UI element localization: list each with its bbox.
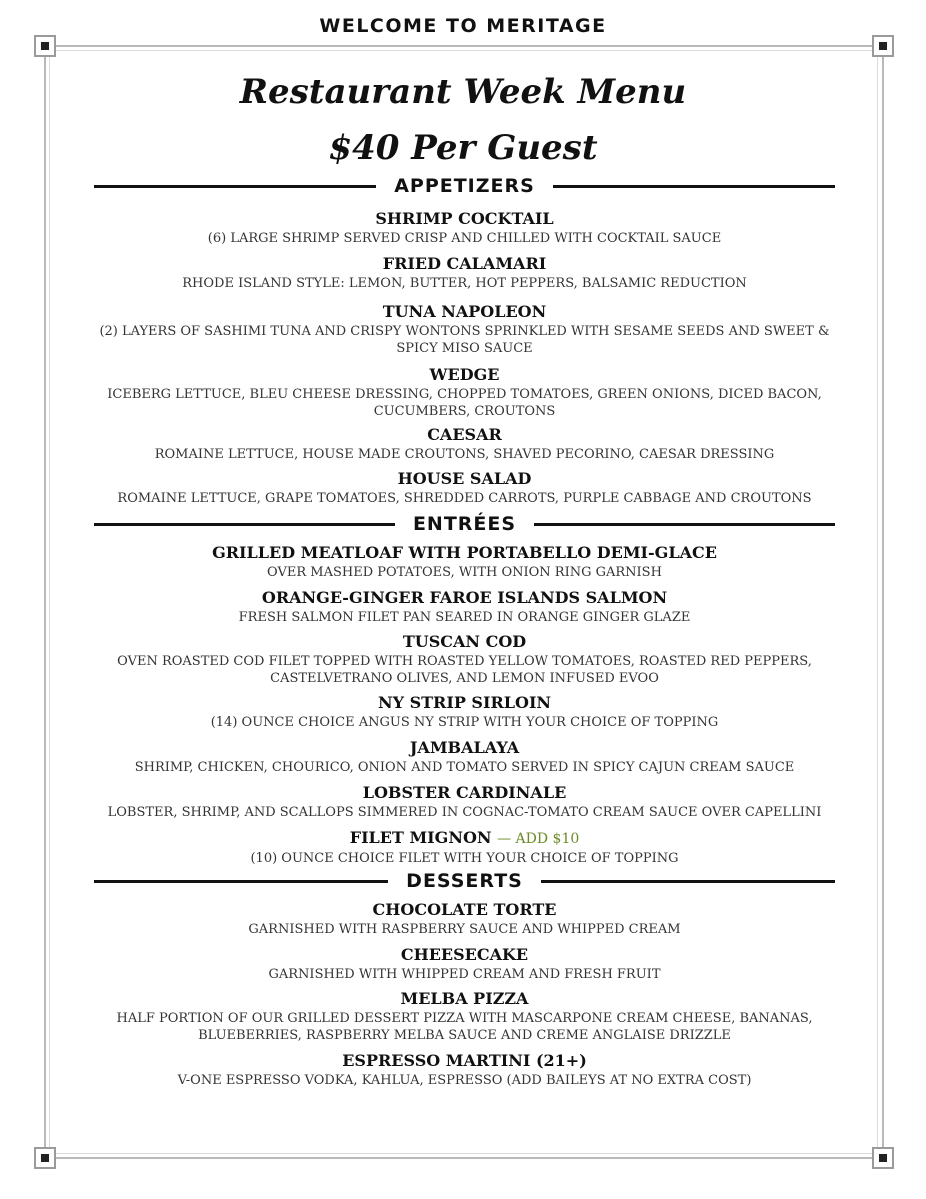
section-label: ENTRÉES (412, 513, 517, 535)
item-description: SHRIMP, CHICKEN, CHOURICO, ONION AND TOMATO SERVED IN SPICY CAJUN CREAM SAUCE (134, 760, 795, 775)
item-description: V-ONE ESPRESSO VODKA, KAHLUA, ESPRESSO (ADD BAILEYS AT NO EXTRA COST) (177, 1073, 752, 1088)
frame-border-right (882, 45, 884, 1158)
item-description: GARNISHED WITH RASPBERRY SAUCE AND WHIPPED CREAM (248, 922, 681, 937)
section-header-appetizers (94, 171, 835, 201)
corner-ornament-icon (34, 1147, 56, 1169)
item-name: CAESAR (427, 425, 502, 444)
item-name: TUNA NAPOLEON (382, 302, 547, 321)
item-name: HOUSE SALAD (397, 469, 532, 488)
section-rule (553, 185, 835, 188)
section-rule (534, 523, 835, 526)
menu-item (94, 900, 835, 938)
menu-item (94, 254, 835, 292)
frame-border-left (44, 45, 46, 1158)
section-rule (94, 523, 395, 526)
frame-border-top (44, 45, 883, 47)
item-description: (2) LAYERS OF SASHIMI TUNA AND CRISPY WONTONS SPRINKLED WITH SESAME SEEDS AND SWEET & SPICY MISO SAUCE (99, 324, 830, 356)
menu-item (94, 425, 835, 463)
item-description: ICEBERG LETTUCE, BLEU CHEESE DRESSING, CHOPPED TOMATOES, GREEN ONIONS, DICED BACON, CUCUMBERS, CROUTONS (107, 387, 822, 419)
section-rule (94, 185, 376, 188)
item-name: GRILLED MEATLOAF WITH PORTABELLO DEMI-GLACE (212, 543, 717, 562)
menu-item (94, 945, 835, 983)
item-name: WEDGE (429, 365, 500, 384)
menu-item (94, 1051, 835, 1089)
item-name: MELBA PIZZA (400, 989, 529, 1008)
item-name: ORANGE-GINGER FAROE ISLANDS SALMON (261, 588, 668, 607)
frame-inner-right (877, 50, 878, 1154)
section-rule (541, 880, 835, 883)
item-name: SHRIMP COCKTAIL (375, 209, 554, 228)
item-description: ROMAINE LETTUCE, HOUSE MADE CROUTONS, SHAVED PECORINO, CAESAR DRESSING (154, 447, 775, 462)
menu-item (94, 828, 835, 867)
menu-title: Restaurant Week Menu (239, 72, 687, 112)
item-description: OVER MASHED POTATOES, WITH ONION RING GARNISH (267, 565, 662, 580)
item-description: (10) OUNCE CHOICE FILET WITH YOUR CHOICE OF TOPPING (250, 851, 679, 866)
item-name: NY STRIP SIRLOIN (377, 693, 552, 712)
item-description: GARNISHED WITH WHIPPED CREAM AND FRESH FRUIT (268, 967, 661, 982)
section-header-desserts (94, 866, 835, 896)
menu-item (94, 209, 835, 247)
item-description: FRESH SALMON FILET PAN SEARED IN ORANGE GINGER GLAZE (238, 610, 691, 625)
menu-item (94, 738, 835, 776)
item-description: (14) OUNCE CHOICE ANGUS NY STRIP WITH YOUR CHOICE OF TOPPING (210, 715, 719, 730)
section-label: DESSERTS (406, 870, 523, 892)
item-description: OVEN ROASTED COD FILET TOPPED WITH ROASTED YELLOW TOMATOES, ROASTED RED PEPPERS, CASTELVETRANO OLIVES, AND LEMON INFUSED EVOO (117, 654, 812, 686)
item-name: ESPRESSO MARTINI (21+) (342, 1051, 587, 1070)
menu-item (94, 989, 835, 1044)
item-name: TUSCAN COD (402, 632, 527, 651)
item-name-with-addon (94, 828, 835, 849)
item-description: RHODE ISLAND STYLE: LEMON, BUTTER, HOT PEPPERS, BALSAMIC REDUCTION (182, 276, 747, 291)
corner-ornament-icon (34, 35, 56, 57)
frame-inner-top (49, 50, 878, 51)
item-name: CHEESECAKE (400, 945, 529, 964)
frame-inner-bottom (49, 1153, 878, 1154)
menu-item (94, 632, 835, 687)
item-description: (6) LARGE SHRIMP SERVED CRISP AND CHILLED WITH COCKTAIL SAUCE (207, 231, 722, 246)
addon-price: — ADD $10 (497, 831, 580, 847)
item-name: FILET MIGNON (349, 828, 492, 847)
menu-item (94, 365, 835, 420)
corner-ornament-icon (872, 1147, 894, 1169)
corner-ornament-icon (872, 35, 894, 57)
frame-border-bottom (44, 1157, 883, 1159)
item-name: FRIED CALAMARI (382, 254, 547, 273)
item-name: LOBSTER CARDINALE (362, 783, 567, 802)
menu-item (94, 693, 835, 731)
frame-inner-left (49, 50, 50, 1154)
menu-price: $40 Per Guest (328, 128, 598, 168)
welcome-header: WELCOME TO MERITAGE (319, 15, 607, 37)
item-description: LOBSTER, SHRIMP, AND SCALLOPS SIMMERED IN COGNAC-TOMATO CREAM SAUCE OVER CAPELLINI (107, 805, 822, 820)
menu-item (94, 543, 835, 581)
menu-item (94, 783, 835, 821)
section-rule (94, 880, 388, 883)
menu-item (94, 469, 835, 507)
menu-item (94, 302, 835, 357)
item-description: ROMAINE LETTUCE, GRAPE TOMATOES, SHREDDED CARROTS, PURPLE CABBAGE AND CROUTONS (117, 491, 812, 506)
item-name: CHOCOLATE TORTE (372, 900, 557, 919)
section-label: APPETIZERS (394, 175, 535, 197)
menu-item (94, 588, 835, 626)
item-name: JAMBALAYA (409, 738, 520, 757)
section-header-entrees (94, 509, 835, 539)
item-description: HALF PORTION OF OUR GRILLED DESSERT PIZZA WITH MASCARPONE CREAM CHEESE, BANANAS, BLUEBERRIES, RASPBERRY MELBA SAUCE AND CREME ANGLAISE DRIZZLE (116, 1011, 813, 1043)
